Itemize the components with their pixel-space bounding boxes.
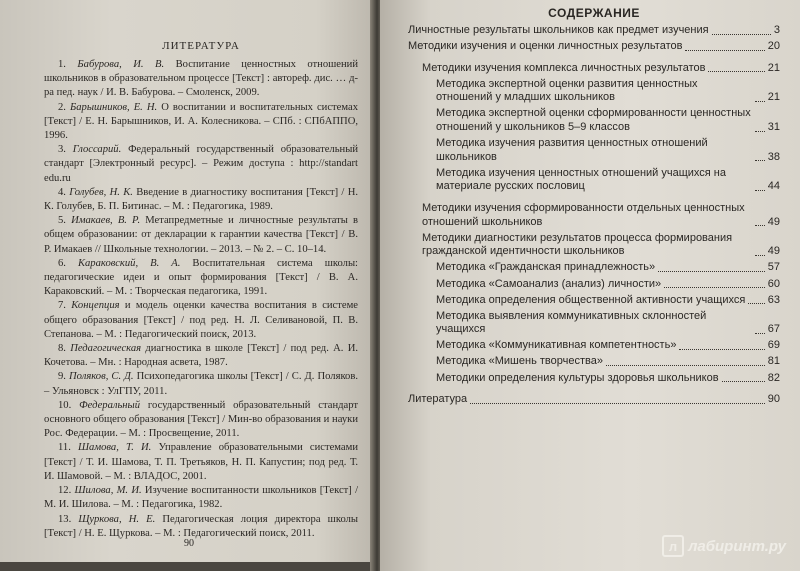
reference-item bbox=[44, 143, 358, 186]
toc-entry bbox=[408, 78, 780, 105]
references-list bbox=[44, 58, 358, 541]
toc-leader-dots bbox=[755, 255, 765, 256]
reference-author: Поляков, С. Д. bbox=[69, 371, 134, 383]
toc-entry-page: 49 bbox=[767, 245, 780, 258]
reference-number: 4. bbox=[58, 186, 70, 198]
toc-entry-page: 69 bbox=[767, 339, 780, 352]
reference-number: 5. bbox=[58, 215, 72, 227]
toc-entry-page: 21 bbox=[767, 91, 780, 104]
reference-author: Щуркова, Н. Е. bbox=[78, 513, 156, 525]
reference-number: 10. bbox=[58, 399, 80, 411]
toc-entry-title: Методика изучения развития ценностных отношений школьников bbox=[436, 137, 708, 163]
toc-entry-page: 38 bbox=[767, 150, 780, 163]
toc-entry bbox=[408, 393, 780, 407]
toc-leader-dots bbox=[755, 333, 765, 334]
reference-number: 7. bbox=[58, 300, 72, 312]
reference-item bbox=[44, 58, 358, 101]
toc-entry-title: Методика выявления коммуникативных склонностей учащихся bbox=[436, 309, 707, 336]
toc-entry-title: Методики изучения комплекса личностных результатов bbox=[422, 61, 706, 74]
reference-number: 8. bbox=[58, 343, 71, 355]
toc-entry-title: Методика «Гражданская принадлежность» bbox=[436, 261, 656, 274]
reference-text: Введение в диагностику воспитания [Текст] / Н. К. Голубев, Б. П. Битинас. – М. : Педагогика, 1989. bbox=[44, 186, 359, 213]
reference-text: Федеральный государственный образовательный стандарт [Электронный ресурс]. – Режим доступа : http://standart edu.ru bbox=[44, 144, 358, 184]
reference-item bbox=[44, 257, 358, 300]
reference-text: государственный образовательный стандарт основного общего образования [Текст] / Мин-во образования и науки Рос. Федерации. – М. : Просвещение, 2011. bbox=[44, 399, 359, 440]
toc-leader-dots bbox=[755, 101, 765, 102]
labirint-logo-icon: л bbox=[662, 535, 684, 557]
toc-entry-page: 21 bbox=[767, 61, 780, 74]
reference-text: Психопедагогика школы [Текст] / С. Д. Поляков. – Ульяновск : УлГПУ, 2011. bbox=[44, 371, 359, 397]
reference-item bbox=[44, 370, 358, 398]
toc-entry bbox=[408, 107, 780, 134]
toc-entry-page: 3 bbox=[773, 24, 780, 36]
toc-entry-title: Методика изучения ценностных отношений учащихся на материале русских пословиц bbox=[436, 166, 726, 193]
toc-entry-title: Личностные результаты школьников как предмет изучения bbox=[408, 24, 709, 36]
reference-text: О воспитании и воспитательных системах [Текст] / Е. Н. Барышников, И. А. Колесникова. – СПб. : СПбАППО, 1996. bbox=[44, 101, 358, 142]
reference-number: 12. bbox=[58, 485, 75, 497]
toc-entry-page: 57 bbox=[767, 261, 780, 274]
toc-entry bbox=[408, 294, 780, 308]
reference-author: Федеральный bbox=[79, 399, 141, 411]
toc-entry-page: 82 bbox=[767, 371, 780, 384]
reference-number: 3. bbox=[58, 144, 73, 156]
reference-text: Изучение воспитанности школьников [Текст] / М. И. Шилова. – М. : Педагогика, 1982. bbox=[44, 485, 359, 511]
toc-entry-title: Методика экспертной оценки сформированности ценностных отношений у школьников 5–9 классов bbox=[436, 107, 751, 134]
reference-author: Концепция bbox=[71, 300, 120, 312]
toc-leader-dots bbox=[748, 303, 764, 304]
reference-text: и модель оценки качества воспитания в системе общего образования [Текст] / под ред. Н. Л. Селивановой, П. В. Степанова. – М. : Педагогический поиск, 2013. bbox=[44, 300, 359, 340]
toc-entry-title: Методики изучения и оценки личностных результатов bbox=[408, 40, 683, 53]
toc-leader-dots bbox=[755, 190, 765, 191]
reference-text: Воспитание ценностных отношений школьников в образовательном процессе [Текст] : автореф. дис. … д-ра пед. наук / И. В. Бабурова. – Смоленск, 2009. bbox=[44, 59, 359, 99]
reference-number: 6. bbox=[58, 257, 78, 269]
toc-entry-page: 81 bbox=[767, 355, 780, 368]
reference-author: Шамова, Т. И. bbox=[78, 442, 152, 454]
watermark-logo bbox=[662, 535, 786, 557]
toc-entry-title: Методика определения общественной активности учащихся bbox=[436, 293, 746, 306]
literature-title: ЛИТЕРАТУРА bbox=[162, 40, 240, 52]
reference-author: Глоссарий. bbox=[72, 144, 122, 156]
toc-leader-dots bbox=[755, 131, 765, 132]
toc-entry bbox=[408, 339, 780, 353]
toc-leader-dots bbox=[658, 271, 765, 272]
reference-text: диагностика в школе [Текст] / под ред. А. И. Кочетова. – Мн. : Народная асвета, 1987. bbox=[44, 343, 358, 369]
toc-entry bbox=[408, 310, 780, 337]
reference-author: Голубев, Н. К. bbox=[69, 186, 133, 198]
toc-leader-dots bbox=[664, 287, 765, 288]
toc-entry bbox=[408, 62, 780, 76]
reference-number: 9. bbox=[58, 371, 70, 383]
right-page bbox=[380, 0, 800, 571]
toc-entry-title: Методики диагностики результатов процесса формирования гражданской идентичности школьников bbox=[422, 231, 733, 258]
reference-item bbox=[44, 299, 358, 342]
toc-entry-title: Методика экспертной оценки развития ценностных отношений у младших школьников bbox=[436, 77, 698, 104]
toc-leader-dots bbox=[685, 50, 764, 51]
reference-number: 11. bbox=[58, 442, 78, 454]
toc-leader-dots bbox=[679, 349, 764, 350]
toc-leader-dots bbox=[708, 71, 764, 72]
toc-entry-page: 31 bbox=[767, 121, 780, 134]
toc-entry-page: 60 bbox=[767, 277, 780, 290]
reference-item bbox=[44, 513, 358, 541]
toc-entry-title: Методики изучения сформированности отдельных ценностных отношений школьников bbox=[422, 202, 745, 228]
reference-item bbox=[44, 101, 358, 144]
contents-list bbox=[408, 24, 780, 407]
page-number: 90 bbox=[184, 538, 194, 549]
toc-entry-page: 90 bbox=[767, 393, 780, 406]
reference-text: Метапредметные и личностные результаты в общем образовании: от декларации к гарантии качества [Текст] / В. Р. Имакаев // Школьные технологии. – 2013. – № 2. – С. 10–14. bbox=[44, 215, 358, 255]
toc-entry-title: Методики определения культуры здоровья школьников bbox=[436, 371, 719, 384]
reference-text: Воспитательная система школы: педагогические идеи и опыт формирования [Текст] / В. А. Караковский. – М. : Творческая педагогика, 1991. bbox=[44, 257, 359, 298]
toc-entry bbox=[408, 137, 780, 164]
toc-leader-dots bbox=[755, 225, 765, 226]
reference-author: Педагогическая bbox=[70, 343, 142, 355]
toc-leader-dots bbox=[755, 160, 765, 161]
reference-number: 13. bbox=[58, 513, 79, 525]
watermark-text: лабиринт.ру bbox=[688, 537, 786, 555]
toc-leader-dots bbox=[722, 381, 765, 382]
toc-entry bbox=[408, 372, 780, 386]
reference-text: Управление образовательными системами [Текст] / Т. И. Шамова, Т. П. Третьяков, Н. П. Капустин; под ред. Т. И. Шамовой. – М. : ВЛАДОС, 2001. bbox=[44, 442, 358, 482]
toc-entry bbox=[408, 355, 780, 369]
reference-author: Имакаев, В. Р. bbox=[71, 215, 141, 227]
reference-number: 1. bbox=[58, 59, 78, 70]
toc-entry bbox=[408, 40, 780, 54]
toc-entry-title: Методика «Самоанализ (анализ) личности» bbox=[436, 277, 662, 290]
toc-leader-dots bbox=[470, 403, 765, 404]
toc-entry-page: 67 bbox=[767, 323, 780, 336]
toc-entry bbox=[408, 202, 780, 229]
reference-item bbox=[44, 441, 358, 484]
reference-number: 2. bbox=[58, 101, 70, 113]
toc-entry bbox=[408, 24, 780, 38]
toc-entry-page: 44 bbox=[767, 180, 780, 193]
toc-leader-dots bbox=[606, 365, 765, 366]
toc-entry-title: Методика «Коммуникативная компетентность» bbox=[436, 339, 677, 352]
toc-entry-page: 49 bbox=[767, 215, 780, 228]
toc-entry-page: 63 bbox=[767, 293, 780, 306]
toc-leader-dots bbox=[712, 34, 771, 35]
toc-entry-title: Литература bbox=[408, 393, 468, 406]
contents-title: СОДЕРЖАНИЕ bbox=[548, 6, 640, 20]
reference-author: Караковский, В. А. bbox=[77, 257, 181, 269]
toc-entry bbox=[408, 278, 780, 292]
toc-entry bbox=[408, 261, 780, 275]
reference-item bbox=[44, 399, 358, 442]
reference-author: Барышников, Е. Н. bbox=[70, 101, 158, 113]
toc-entry bbox=[408, 232, 780, 259]
reference-item bbox=[44, 484, 358, 512]
reference-item bbox=[44, 186, 358, 214]
toc-entry-title: Методика «Мишень творчества» bbox=[436, 355, 603, 368]
reference-author: Шилова, М. И. bbox=[74, 485, 142, 497]
toc-entry bbox=[408, 167, 780, 194]
reference-item bbox=[44, 342, 358, 370]
reference-author: Бабурова, И. В. bbox=[77, 59, 165, 70]
toc-entry-page: 20 bbox=[767, 40, 780, 53]
reference-text: Педагогическая лоция директора школы [Текст] / Н. Е. Щуркова. – М. : Педагогический поиск, 2011. bbox=[44, 513, 359, 539]
left-page bbox=[0, 0, 372, 562]
reference-item bbox=[44, 214, 358, 257]
